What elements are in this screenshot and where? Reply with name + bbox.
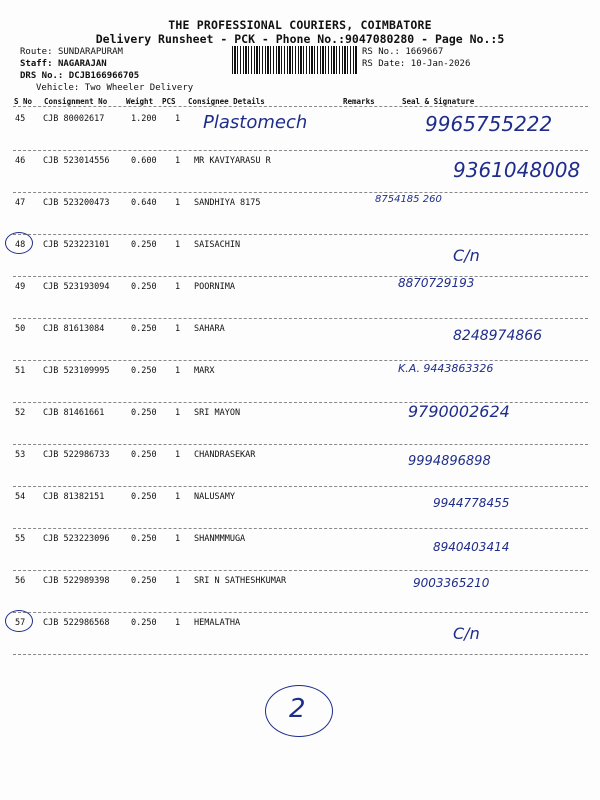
cell-name: SHANMMMUGA	[194, 534, 246, 544]
col-consignee: Consignee Details	[188, 97, 265, 106]
barcode	[232, 46, 358, 74]
cell-cons: CJB 522986733	[43, 450, 110, 460]
cell-cons: CJB 523014556	[43, 156, 110, 166]
handwritten-remark: 8248974866	[453, 328, 543, 344]
cell-wt: 0.250	[131, 324, 157, 334]
route-line: Route: SUNDARAPURAM	[20, 47, 123, 57]
cell-name: POORNIMA	[194, 282, 235, 292]
drs-line: DRS No.: DCJB166966705	[20, 71, 140, 81]
cell-sno: 47	[15, 198, 26, 208]
table-row	[13, 318, 588, 361]
cell-name: MARX	[194, 366, 215, 376]
cell-sno: 46	[15, 156, 26, 166]
cell-wt: 0.250	[131, 450, 157, 460]
table-row	[13, 402, 588, 445]
cell-sno: 57	[15, 618, 26, 628]
cell-cons: CJB 522986568	[43, 618, 110, 628]
cell-sno: 53	[15, 450, 26, 460]
cell-sno: 54	[15, 492, 26, 502]
cell-cons: CJB 81461661	[43, 408, 105, 418]
cell-pcs: 1	[175, 576, 181, 586]
handwritten-remark: C/n	[453, 624, 480, 643]
table-row	[13, 108, 588, 151]
cell-cons: CJB 81382151	[43, 492, 105, 502]
handwritten-remark: 9790002624	[408, 402, 510, 421]
staff-line: Staff: NAGARAJAN	[20, 59, 107, 69]
cell-cons: CJB 81613084	[43, 324, 105, 334]
handwritten-remark: 9965755222	[425, 112, 553, 136]
row-mark-circle	[5, 610, 33, 632]
handwritten-remark: 9994896898	[408, 454, 491, 469]
cell-name: SRI MAYON	[194, 408, 241, 418]
cell-name: SANDHIYA 8175	[194, 198, 261, 208]
col-remarks: Remarks	[343, 97, 375, 106]
handwritten-remark: 9361048008	[453, 158, 581, 182]
page-mark-text: 2	[289, 694, 306, 724]
cell-wt: 0.250	[131, 492, 157, 502]
handwritten-remark: 8754185 260	[375, 194, 442, 205]
table-row	[13, 276, 588, 319]
cell-pcs: 1	[175, 240, 181, 250]
row-mark-circle	[5, 232, 33, 254]
table-row	[13, 444, 588, 487]
col-weight: Weight	[126, 97, 154, 106]
cell-name: MR KAVIYARASU R	[194, 156, 271, 166]
cell-name: CHANDRASEKAR	[194, 450, 256, 460]
rs-no-line: RS No.: 1669667	[362, 47, 444, 57]
cell-pcs: 1	[175, 534, 181, 544]
cell-wt: 0.640	[131, 198, 157, 208]
doc-title: THE PROFESSIONAL COURIERS, COIMBATORE	[168, 18, 432, 32]
cell-cons: CJB 522989398	[43, 576, 110, 586]
table-row	[13, 570, 588, 613]
page-mark	[265, 685, 333, 737]
cell-wt: 1.200	[131, 114, 157, 124]
cell-wt: 0.250	[131, 282, 157, 292]
col-pcs: PCS	[162, 97, 176, 106]
cell-wt: 0.250	[131, 366, 157, 376]
handwritten-remark: K.A. 9443863326	[398, 362, 494, 375]
cell-pcs: 1	[175, 366, 181, 376]
cell-sno: 51	[15, 366, 26, 376]
cell-name: HEMALATHA	[194, 618, 241, 628]
cell-sno: 48	[15, 240, 26, 250]
cell-cons: CJB 523109995	[43, 366, 110, 376]
cell-name: SAHARA	[194, 324, 225, 334]
table-row	[13, 150, 588, 193]
cell-sno: 52	[15, 408, 26, 418]
handwritten-remark: 9944778455	[433, 496, 510, 510]
cell-sno: 49	[15, 282, 26, 292]
cell-sno: 45	[15, 114, 26, 124]
cell-cons: CJB 80002617	[43, 114, 105, 124]
table-row	[13, 612, 588, 655]
cell-pcs: 1	[175, 450, 181, 460]
cell-wt: 0.250	[131, 576, 157, 586]
col-consignment: Consignment No	[44, 97, 108, 106]
cell-cons: CJB 523200473	[43, 198, 110, 208]
cell-pcs: 1	[175, 156, 181, 166]
handwritten-remark: 8870729193	[398, 276, 475, 290]
cell-cons: CJB 523223096	[43, 534, 110, 544]
cell-sno: 55	[15, 534, 26, 544]
doc-subtitle: Delivery Runsheet - PCK - Phone No.:9047080280 - Page No.:5	[95, 32, 505, 46]
col-sno: S No	[14, 97, 33, 106]
handwritten-name: Plastomech	[203, 112, 308, 133]
cell-pcs: 1	[175, 114, 181, 124]
cell-cons: CJB 523193094	[43, 282, 110, 292]
cell-pcs: 1	[175, 408, 181, 418]
cell-wt: 0.250	[131, 618, 157, 628]
handwritten-remark: C/n	[453, 246, 480, 265]
cell-cons: CJB 523223101	[43, 240, 110, 250]
cell-pcs: 1	[175, 618, 181, 628]
cell-wt: 0.250	[131, 240, 157, 250]
cell-wt: 0.250	[131, 408, 157, 418]
cell-wt: 0.600	[131, 156, 157, 166]
col-seal: Seal & Signature	[402, 97, 475, 106]
table-row	[13, 486, 588, 529]
cell-pcs: 1	[175, 282, 181, 292]
table-row	[13, 360, 588, 403]
cell-pcs: 1	[175, 492, 181, 502]
table-row	[13, 234, 588, 277]
table-row	[13, 528, 588, 571]
cell-name: SRI N SATHESHKUMAR	[194, 576, 287, 586]
table-row	[13, 192, 588, 235]
cell-name: SAISACHIN	[194, 240, 241, 250]
vehicle-line: Vehicle: Two Wheeler Delivery	[36, 83, 194, 93]
cell-sno: 50	[15, 324, 26, 334]
handwritten-remark: 8940403414	[433, 540, 510, 554]
cell-name: NALUSAMY	[194, 492, 235, 502]
cell-sno: 56	[15, 576, 26, 586]
rs-date-line: RS Date: 10-Jan-2026	[362, 59, 471, 69]
cell-pcs: 1	[175, 198, 181, 208]
handwritten-remark: 9003365210	[413, 576, 490, 590]
cell-wt: 0.250	[131, 534, 157, 544]
cell-pcs: 1	[175, 324, 181, 334]
